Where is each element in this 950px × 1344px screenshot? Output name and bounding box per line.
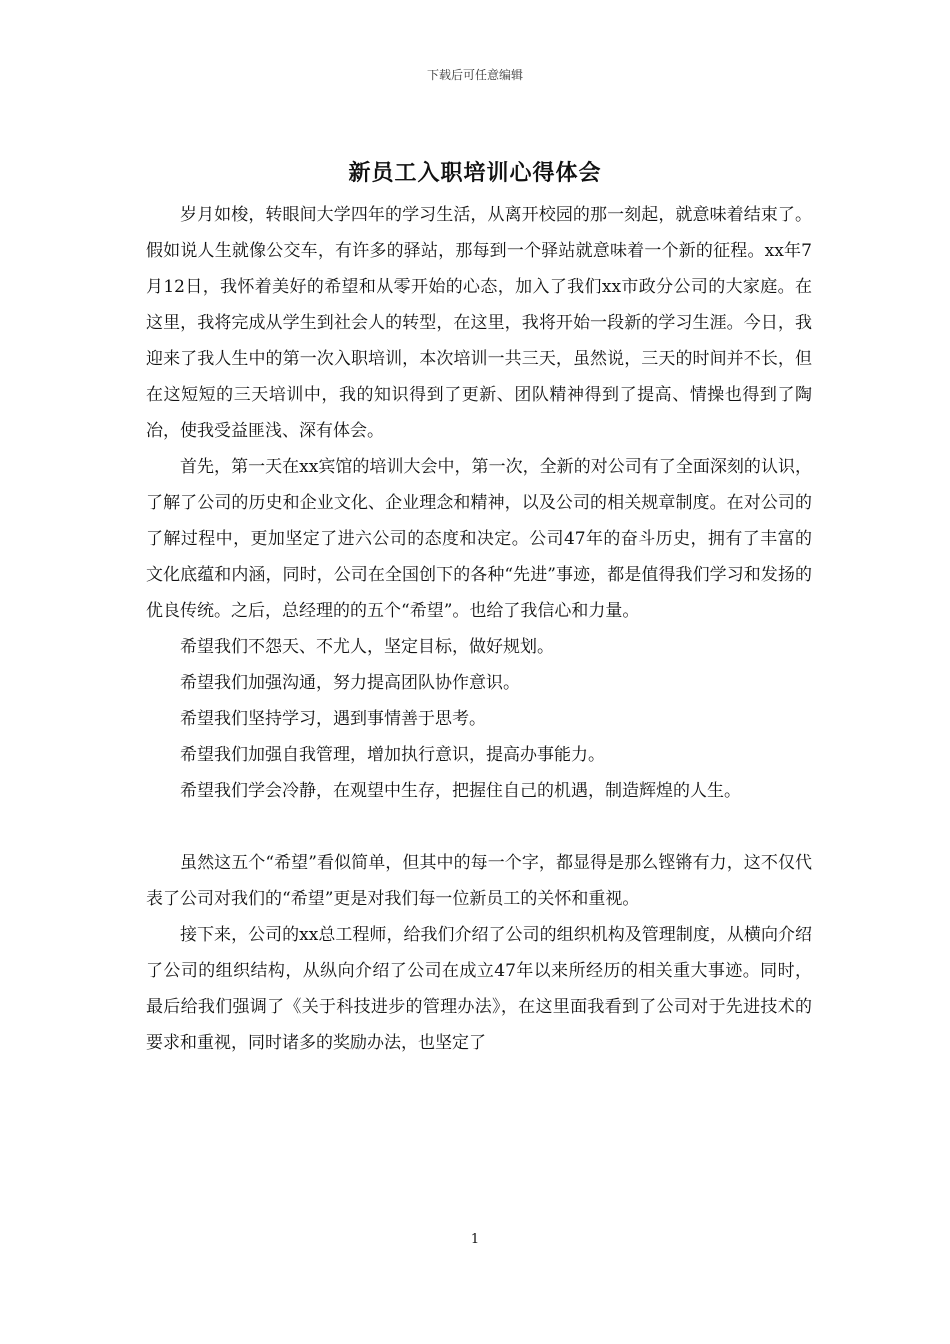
header-note: 下载后可任意编辑	[426, 68, 523, 82]
hope-item-1: 希望我们不怨天、不尤人，坚定目标，做好规划。	[180, 637, 554, 657]
document-title: 新员工入职培训心得体会	[348, 160, 602, 186]
hope-item-5: 希望我们学会冷静，在观望中生存，把握住自己的机遇，制造辉煌的人生。	[180, 781, 741, 801]
blank-line	[146, 809, 812, 845]
paragraph-chief-engineer: 接下来，公司的xx总工程师，给我们介绍了公司的组织机构及管理制度，从横向介绍了公司的组织结构，从纵向介绍了公司在成立47年以来所经历的相关重大事迹。同时，最后给我们强调了《关于科技进步的管理办法》，在这里面我看到了公司对于先进技术的要求和重视，同时诸多的奖励办法，也坚定了	[146, 925, 812, 1053]
hope-item-2: 希望我们加强沟通，努力提高团队协作意识。	[180, 673, 520, 693]
page-number: 1	[470, 1232, 480, 1247]
hope-item-3: 希望我们坚持学习，遇到事情善于思考。	[180, 709, 486, 729]
paragraph-first-day: 首先，第一天在xx宾馆的培训大会中，第一次，全新的对公司有了全面深刻的认识，了解了公司的历史和企业文化、企业理念和精神，以及公司的相关规章制度。在对公司的了解过程中，更加坚定了进六公司的态度和决定。公司47年的奋斗历史，拥有了丰富的文化底蕴和内涵，同时，公司在全国创下的各种“先进”事迹，都是值得我们学习和发扬的优良传统。之后，总经理的的五个“希望”。也给了我信心和力量。	[146, 457, 812, 621]
document-body	[146, 197, 812, 1061]
paragraph-intro: 岁月如梭，转眼间大学四年的学习生活，从离开校园的那一刻起，就意味着结束了。假如说人生就像公交车，有许多的驿站，那每到一个驿站就意味着一个新的征程。xx年7月12日，我怀着美好的希望和从零开始的心态，加入了我们xx市政分公司的大家庭。在这里，我将完成从学生到社会人的转型，在这里，我将开始一段新的学习生涯。今日，我迎来了我人生中的第一次入职培训，本次培训一共三天，虽然说，三天的时间并不长，但在这短短的三天培训中，我的知识得到了更新、团队精神得到了提高、情操也得到了陶冶，使我受益匪浅、深有体会。	[146, 205, 812, 441]
paragraph-hopes-summary: 虽然这五个“希望”看似简单，但其中的每一个字，都显得是那么铿锵有力，这不仅代表了公司对我们的“希望”更是对我们每一位新员工的关怀和重视。	[146, 853, 812, 909]
hope-item-4: 希望我们加强自我管理，增加执行意识，提高办事能力。	[180, 745, 605, 765]
